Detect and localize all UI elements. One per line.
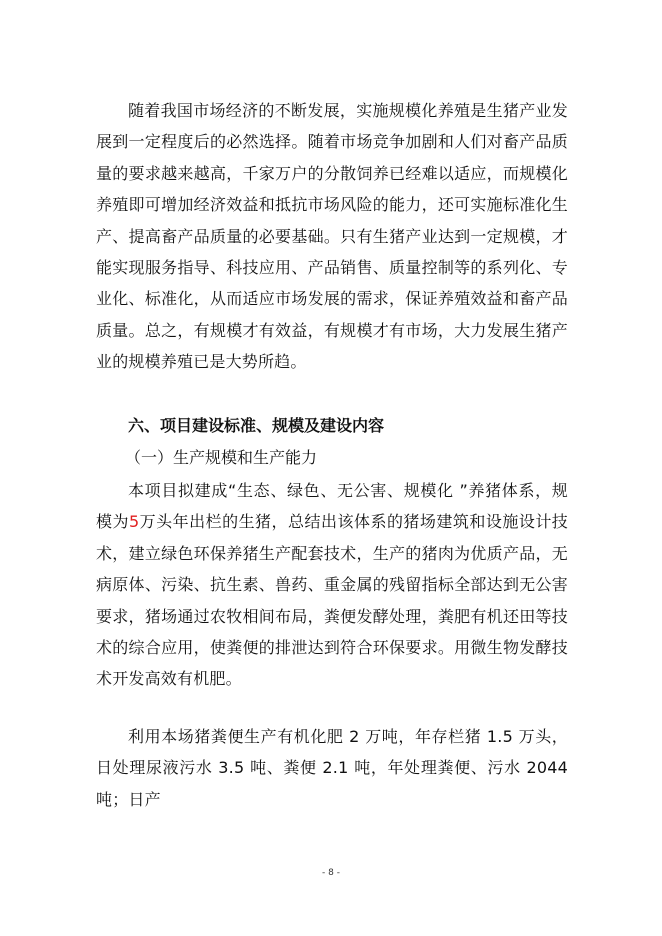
highlighted-scale-number: 5 (128, 512, 140, 532)
body-paragraph-1: 随着我国市场经济的不断发展，实施规模化养殖是生猪产业发展到一定程度后的必然选择。随着市场竞争加剧和人们对畜产品质量的要求越来越高，千家万户的分散饲养已经难以适应，而规模化养殖即可增加经济效益和抵抗市场风险的能力，还可实施标准化生产、提高畜产品质量的必要基础。只有生猪产业达到一定规模，才能实现服务指导、科技应用、产品销售、质量控制等的系列化、专业化、标准化，从而适应市场发展的需求，保证养殖效益和畜产品质量。总之，有规模才有效益，有规模才有市场，大力发展生猪产业的规模养殖已是大势所趋。 (96, 101, 568, 372)
subsection-heading: （一）生产规模和生产能力 (125, 448, 318, 467)
page-number: - 8 - (322, 868, 340, 878)
paragraph-2-text-b: 万头年出栏的生猪，总结出该体系的猪场建筑和设施设计技术，建立绿色环保养猪生产配套技术，生产的猪肉为优质产品，无病原体、污染、抗生素、兽药、重金属的残留指标全部达到无公害要求，猪场通过农牧相间布局，粪便发酵处理，粪肥有机还田等技术的综合应用，使粪便的排泄达到符合环保要求。用微生物发酵技术开发高效有机肥。 (96, 512, 569, 689)
section-heading: 六、项目建设标准、规模及建设内容 (128, 416, 385, 435)
body-paragraph-2 (96, 475, 568, 695)
body-paragraph-3: 利用本场猪粪便生产有机化肥 2 万吨，年存栏猪 1.5 万头，日处理尿液污水 3.5 吨、粪便 2.1 吨，年处理粪便、污水 2044 吨；日产 (96, 727, 568, 809)
paragraph-2-text-a: 本项目拟建成“生态、绿色、无公害、规模化 ”养猪体系，规模为 (96, 481, 568, 532)
